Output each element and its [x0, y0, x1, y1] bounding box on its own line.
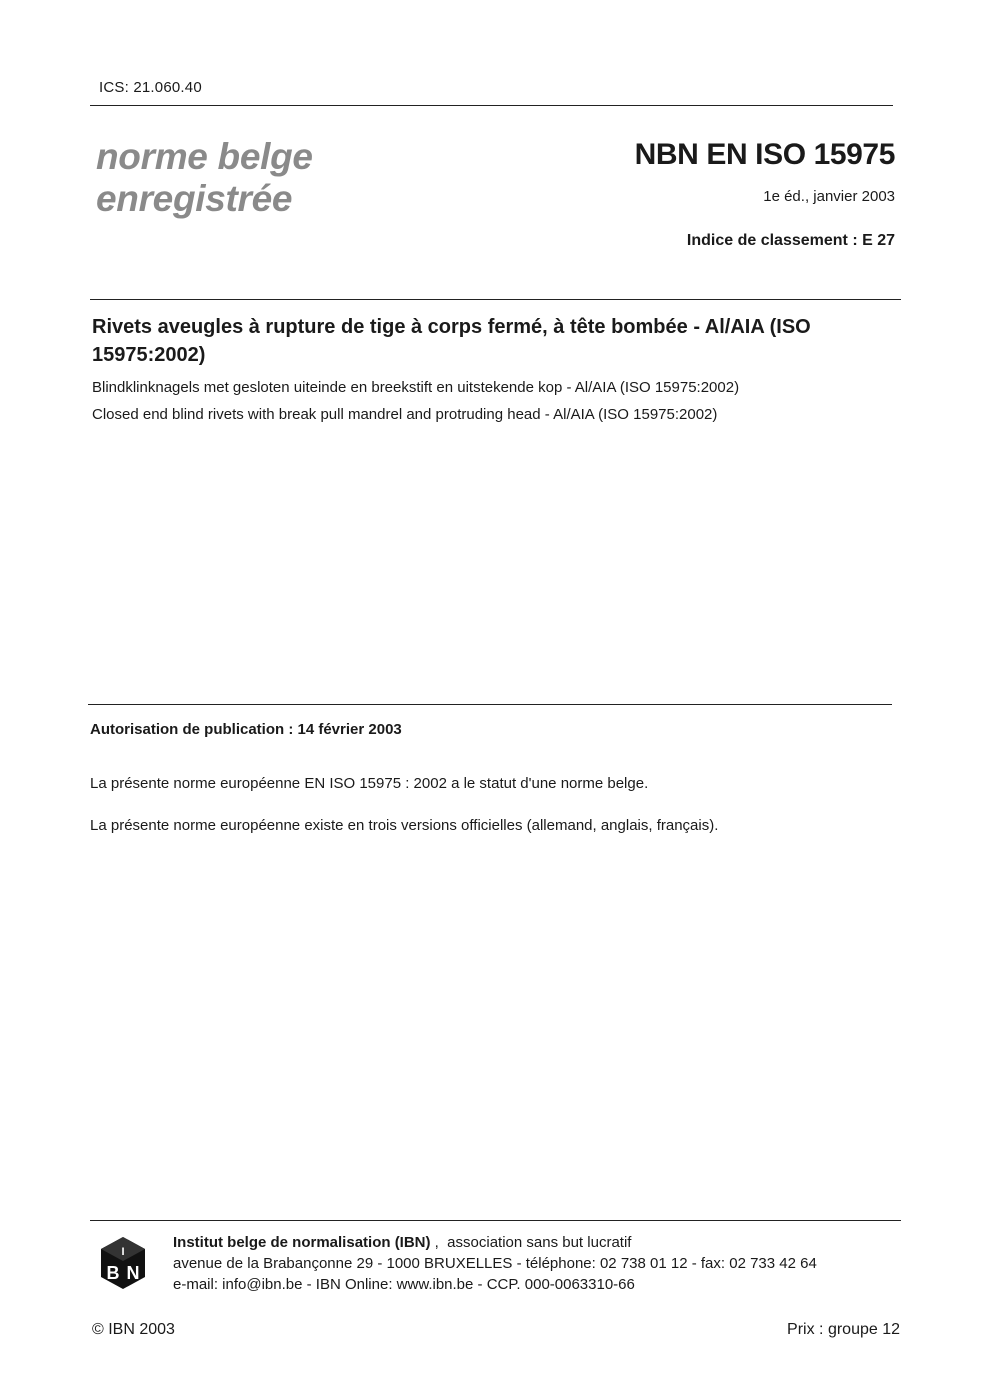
- ics-code: ICS: 21.060.40: [99, 79, 202, 96]
- institute-line: [173, 1232, 817, 1253]
- institute-info: [173, 1232, 817, 1295]
- brand-title: [96, 136, 313, 220]
- publication-authorization: Autorisation de publication : 14 février 2003: [90, 721, 402, 738]
- ibn-logo-svg: [99, 1235, 147, 1291]
- standard-code: NBN EN ISO 15975: [634, 138, 895, 171]
- status-statement: La présente norme européenne EN ISO 15975 : 2002 a le statut d'une norme belge.: [90, 775, 649, 792]
- ibn-logo-icon: [99, 1235, 147, 1291]
- footer-divider: [90, 1220, 901, 1221]
- title-french: Rivets aveugles à rupture de tige à corps fermé, à tête bombée - Al/AIA (ISO 15975:2002): [92, 316, 811, 366]
- copyright: © IBN 2003: [92, 1321, 175, 1338]
- classification-index: Indice de classement : E 27: [686, 232, 895, 249]
- institute-type: , association sans but lucratif: [430, 1234, 632, 1251]
- title-divider: [90, 299, 901, 300]
- top-divider: [90, 105, 893, 106]
- institute-name: Institut belge de normalisation (IBN): [173, 1234, 431, 1251]
- brand-line-1: norme belge: [96, 136, 313, 177]
- title-dutch: Blindklinknagels met gesloten uiteinde en breekstift en uitstekende kop - Al/AIA (ISO 15975:2002): [92, 379, 740, 396]
- institute-contact: e-mail: info@ibn.be - IBN Online: www.ibn.be - CCP. 000-0063310-66: [173, 1276, 635, 1293]
- edition-date: 1e éd., janvier 2003: [763, 188, 895, 205]
- price-group: Prix : groupe 12: [787, 1321, 900, 1338]
- title-english: Closed end blind rivets with break pull mandrel and protruding head - Al/AIA (ISO 15975:2002): [92, 406, 718, 423]
- logo-letter-i: I: [121, 1246, 125, 1258]
- versions-statement: La présente norme européenne existe en trois versions officielles (allemand, anglais, français).: [90, 817, 719, 834]
- institute-address: avenue de la Brabançonne 29 - 1000 BRUXELLES - téléphone: 02 738 01 12 - fax: 02 733 42 64: [173, 1255, 817, 1272]
- brand-line-2: enregistrée: [96, 178, 293, 219]
- logo-letter-b: B: [106, 1263, 120, 1283]
- logo-letter-n: N: [126, 1263, 140, 1283]
- body-divider: [88, 704, 892, 705]
